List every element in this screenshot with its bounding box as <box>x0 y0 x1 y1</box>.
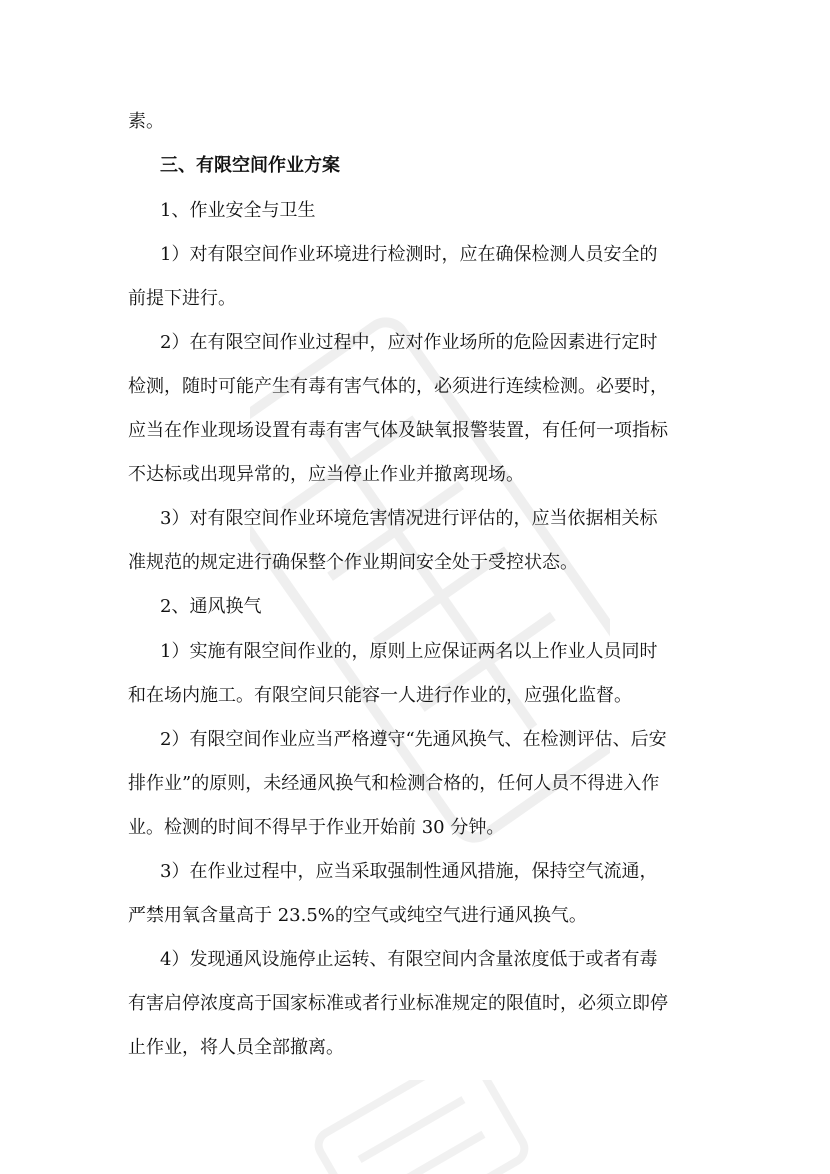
paragraph-line: 有害启停浓度高于国家标准或者行业标准规定的限值时，必须立即停 <box>128 993 668 1014</box>
paragraph-line: 准规范的规定进行确保整个作业期间安全处于受控状态。 <box>128 552 578 573</box>
paragraph-line: 1）对有限空间作业环境进行检测时，应在确保检测人员安全的 <box>160 244 658 265</box>
paragraph-line: 严禁用氧含量高于 23.5%的空气或纯空气进行通风换气。 <box>128 905 587 926</box>
paragraph-line: 检测，随时可能产生有毒有害气体的，必须进行连续检测。必要时， <box>128 376 668 397</box>
paragraph-line: 1）实施有限空间作业的，原则上应保证两名以上作业人员同时 <box>160 641 658 662</box>
paragraph-line: 4）发现通风设施停止运转、有限空间内含量浓度低于或者有毒 <box>160 949 658 970</box>
paragraph-line: 业。检测的时间不得早于作业开始前 30 分钟。 <box>128 817 505 838</box>
paragraph-line: 2）有限空间作业应当严格遵守“先通风换气、在检测评估、后安 <box>160 729 667 750</box>
paragraph-line: 前提下进行。 <box>128 288 236 309</box>
section-heading: 三、有限空间作业方案 <box>160 155 340 176</box>
paragraph-line: 和在场内施工。有限空间只能容一人进行作业的，应强化监督。 <box>128 685 632 706</box>
paragraph-line: 3）在作业过程中，应当采取强制性通风措施，保持空气流通， <box>160 861 658 882</box>
watermark-icon <box>280 1080 540 1174</box>
paragraph-line: 应当在作业现场设置有毒有害气体及缺氧报警装置，有任何一项指标 <box>128 420 668 441</box>
subsection-heading: 1、作业安全与卫生 <box>160 200 316 221</box>
paragraph-line: 3）对有限空间作业环境危害情况进行评估的，应当依据相关标 <box>160 508 658 529</box>
subsection-heading: 2、通风换气 <box>160 596 262 617</box>
paragraph-line: 止作业，将人员全部撤离。 <box>128 1037 344 1058</box>
paragraph-line: 不达标或出现异常的，应当停止作业并撤离现场。 <box>128 464 524 485</box>
paragraph-line: 2）在有限空间作业过程中，应对作业场所的危险因素进行定时 <box>160 332 658 353</box>
text-line: 素。 <box>128 111 164 132</box>
paragraph-line: 排作业”的原则，未经通风换气和检测合格的，任何人员不得进入作 <box>128 773 660 794</box>
